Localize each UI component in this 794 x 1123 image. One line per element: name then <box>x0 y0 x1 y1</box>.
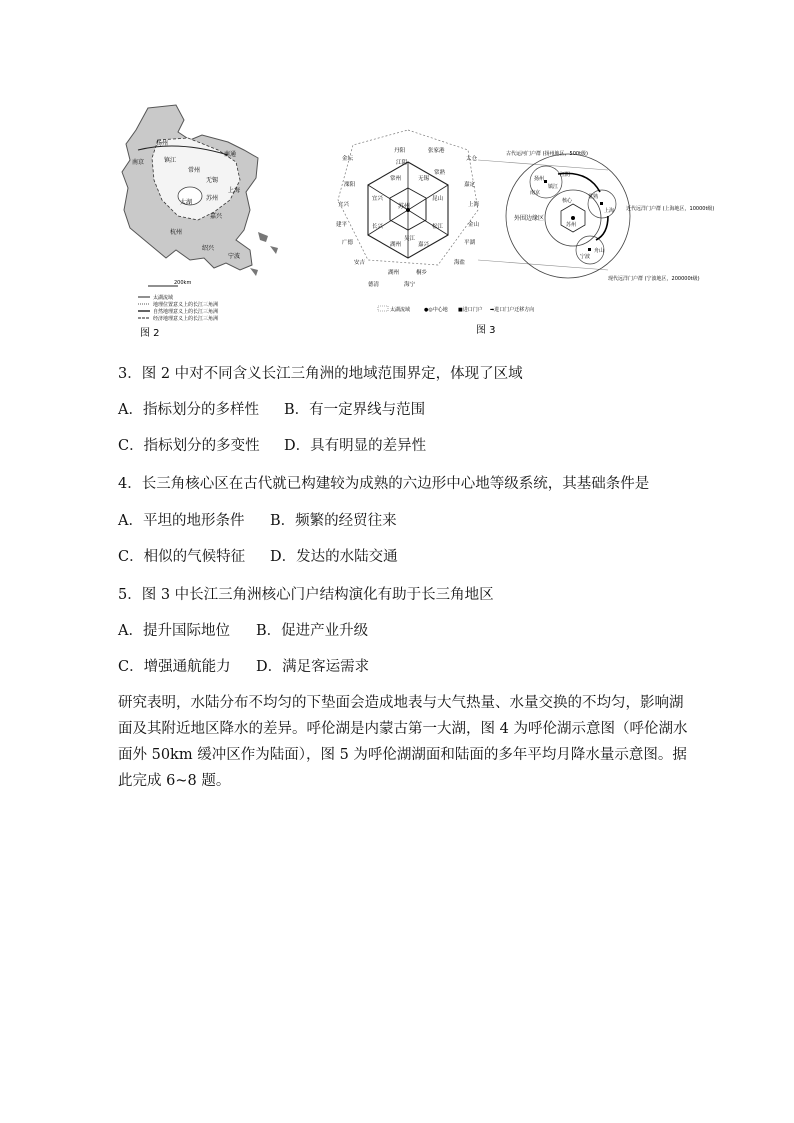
figure-2-caption: 图 2 <box>140 328 160 339</box>
outer-city-label: 建平 <box>336 222 348 228</box>
option-d[interactable]: D．具有明显的差异性 <box>284 438 427 454</box>
middle-city-label: 长兴 <box>372 224 384 230</box>
outer-zone-label: 外围边缘区 <box>514 215 545 222</box>
modern-gateway-note: 近代远洋门户群 (上海地区，10000t级) <box>626 206 715 212</box>
outer-city-label: 金山 <box>468 222 480 228</box>
outer-city-label: 嘉定 <box>464 182 476 188</box>
outer-city-label: 桐乡 <box>416 270 428 276</box>
outer-city-label: 宜兴 <box>338 202 350 208</box>
option-a[interactable]: A．平坦的地形条件 <box>118 513 245 529</box>
reading-paragraph: 研究表明，水陆分布不均匀的下垫面会造成地表与大气热量、水量交换的不均匀，影响湖面及其附近地区降水的差异。呼伦湖是内蒙古第一大湖，图 4 为呼伦湖示意图（呼伦湖水面外 50km 缓冲区作为陆面），图 5 为呼伦湖湖面和陆面的多年平均月降水量示意图。据此完成 6~8 题。 <box>118 695 688 789</box>
fig3-legend-item: ➡进口门户迁移方向 <box>490 307 535 313</box>
middle-city-label: 嘉兴 <box>418 242 430 248</box>
place-label: 镇江 <box>164 157 177 164</box>
middle-city-label: 无锡 <box>418 176 430 182</box>
place-label: 绍兴 <box>202 245 215 252</box>
place-label: 上海 <box>228 187 241 194</box>
gateway-label: 江阴 <box>560 172 571 178</box>
gateway-label: 苏州 <box>566 222 577 228</box>
place-label: 无锡 <box>206 177 219 184</box>
option-c[interactable]: C．相似的气候特征 <box>118 549 246 565</box>
place-label: 常州 <box>188 167 201 174</box>
gateway-label: 上海 <box>604 208 615 214</box>
outer-city-label: 常熟 <box>434 170 446 176</box>
gateway-label: 常熟 <box>588 194 599 200</box>
question-3-options-row-2 <box>118 436 426 456</box>
question-4-options-row-2 <box>118 547 398 567</box>
place-label: 扬州 <box>156 140 169 147</box>
legend-item: 经济地理意义上的长江三角洲 <box>153 316 219 322</box>
fig3-legend-item: 太湖流域 <box>390 307 411 313</box>
question-4-stem: 4．长三角核心区在古代就已构建较为成熟的六边形中心地等级系统，其基础条件是 <box>118 476 650 492</box>
question-5-options-row-1 <box>118 621 368 641</box>
place-label: 杭州 <box>170 229 183 236</box>
outer-city-label: 溧阳 <box>344 182 356 188</box>
question-5-stem: 5．图 3 中长江三角洲核心门户结构演化有助于长三角地区 <box>118 587 494 603</box>
place-label: 太湖 <box>180 199 193 206</box>
option-b[interactable]: B．频繁的经贸往来 <box>270 513 397 529</box>
outer-city-label: 湖州 <box>388 270 400 276</box>
place-label: 南京 <box>132 159 145 166</box>
gateway-label: 宁波 <box>580 254 591 260</box>
option-a[interactable]: A．提升国际地位 <box>118 623 230 639</box>
middle-city-label: 昆山 <box>432 196 444 202</box>
question-5-options-row-2 <box>118 657 369 677</box>
figure-3-diagram <box>308 100 715 340</box>
middle-city-label: 湖州 <box>390 242 402 248</box>
gateway-label: 扬州 <box>534 176 545 182</box>
fig3-legend-item: ■进口门户 <box>458 307 483 313</box>
outer-city-label: 太仓 <box>466 156 478 162</box>
middle-city-label: 松江 <box>432 224 444 230</box>
outer-city-label: 海宁 <box>404 282 416 288</box>
legend-item: 地理位置意义上的长江三角洲 <box>153 302 219 308</box>
figure-3-caption: 图 3 <box>476 325 496 336</box>
outer-city-label: 海盐 <box>454 260 466 266</box>
outer-city-label: 平湖 <box>464 240 476 246</box>
fig3-legend-item: ●◎中心地 <box>424 307 448 313</box>
option-c[interactable]: C．指标划分的多变性 <box>118 438 260 454</box>
middle-city-label: 吴江 <box>404 236 416 242</box>
gateway-label: 南京 <box>530 190 541 196</box>
place-label: 苏州 <box>206 195 219 202</box>
center-label: 苏州 <box>398 203 411 210</box>
option-d[interactable]: D．满足客运需求 <box>256 659 370 675</box>
gateway-label: 舟山 <box>594 248 605 254</box>
outer-city-label: 广德 <box>342 240 354 246</box>
question-3-stem: 3．图 2 中对不同含义长江三角洲的地域范围界定，体现了区域 <box>118 366 523 382</box>
option-a[interactable]: A．指标划分的多样性 <box>118 402 259 418</box>
outer-city-label: 上海 <box>468 202 480 208</box>
legend-item: 自然地理意义上的长江三角洲 <box>153 309 219 315</box>
question-3-options-row-1 <box>118 400 425 420</box>
place-label: 宁波 <box>228 253 241 260</box>
outer-city-label: 德清 <box>368 282 380 288</box>
figure-area <box>118 100 715 345</box>
option-c[interactable]: C．增强通航能力 <box>118 659 231 675</box>
option-b[interactable]: B．有一定界线与范围 <box>284 402 426 418</box>
question-4-options-row-1 <box>118 511 397 531</box>
place-label: 南通 <box>224 151 237 158</box>
ancient-gateway-note: 古代运河门户群 (扬州地区，500t级) <box>506 151 588 157</box>
outer-city-label: 安吉 <box>354 260 366 266</box>
outer-city-label: 丹阳 <box>394 148 406 154</box>
current-gateway-note: 现代远洋门户群 (宁波地区，200000t级) <box>608 276 700 282</box>
option-b[interactable]: B．促进产业升级 <box>256 623 369 639</box>
middle-city-label: 常州 <box>390 176 402 182</box>
gateway-label: 镇江 <box>548 184 559 190</box>
outer-city-label: 张家港 <box>428 148 445 154</box>
place-label: 嘉兴 <box>210 213 223 220</box>
scale-label: 200km <box>174 280 192 286</box>
option-d[interactable]: D．发达的水陆交通 <box>270 549 398 565</box>
outer-city-label: 金坛 <box>342 156 354 162</box>
figure-2-map <box>118 100 288 340</box>
outer-city-label: 江阴 <box>396 160 408 166</box>
legend-item: 太湖流域 <box>153 295 174 301</box>
core-label: 核心 <box>562 198 573 204</box>
middle-city-label: 宜兴 <box>372 196 384 202</box>
